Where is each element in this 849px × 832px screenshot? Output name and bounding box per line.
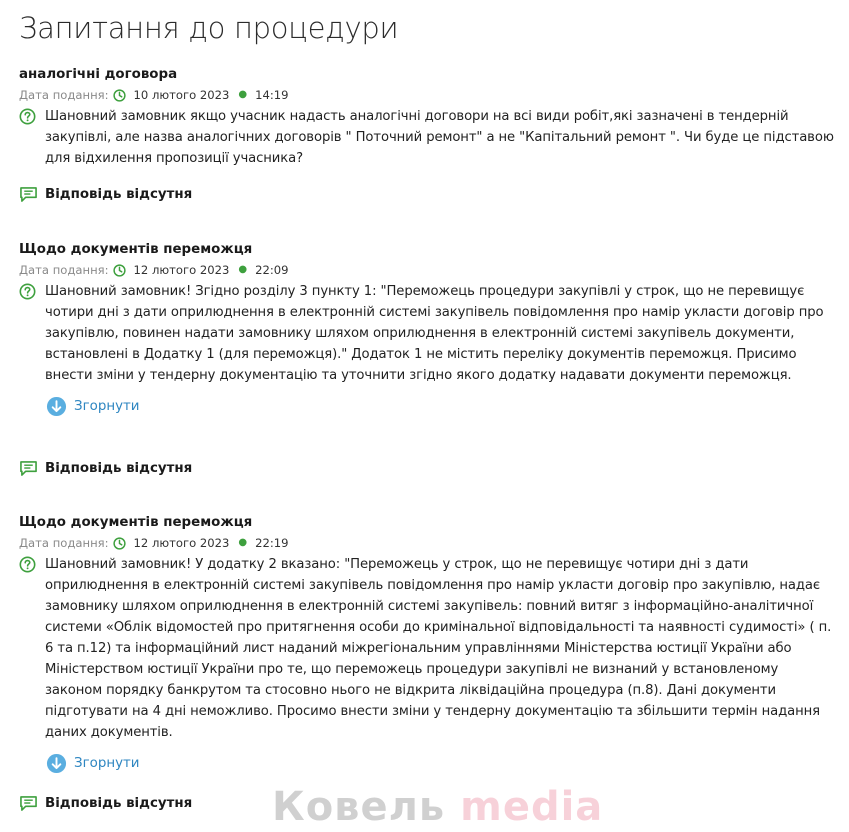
watermark-part-2: media (460, 784, 604, 830)
collapse-label: Згорнути (74, 399, 140, 414)
question-meta (19, 535, 839, 551)
separator-dot: ● (238, 89, 248, 100)
answer-status-label: Відповідь відсутня (45, 187, 193, 202)
question-item (19, 241, 839, 417)
question-text: Шановний замовник! Згідно розділу 3 пункту 1: "Переможець процедури закупівлі у строк, що не перевищує чотири дні з дати оприлюднення в електронній системі закупівель повідомлення про намір укласти договір про закупівлю, повинен надати замовнику шляхом оприлюднення в електронній системі закупівель документи, встановлені в Додатку 1 (для переможця)." Додаток 1 не містить переліку документів переможця. Присимо внести зміни у тендерну документацію та уточнити згідно якого додатку надавати документи переможця. (45, 284, 824, 383)
question-icon (19, 108, 36, 125)
clock-icon (113, 537, 126, 550)
submission-date-label: Дата подання: (19, 88, 109, 102)
question-icon (19, 283, 36, 300)
answer-status-label: Відповідь відсутня (45, 796, 193, 811)
separator-dot: ● (238, 537, 248, 548)
arrow-down-circle-icon (46, 753, 67, 774)
submission-date: 10 лютого 2023 (133, 88, 230, 102)
submission-date-label: Дата подання: (19, 263, 109, 277)
collapse-label: Згорнути (74, 756, 140, 771)
watermark-part-1: Ковель (272, 784, 446, 830)
clock-icon (113, 264, 126, 277)
collapse-button[interactable] (46, 753, 839, 774)
submission-time: 14:19 (255, 88, 289, 102)
separator-dot: ● (238, 264, 248, 275)
question-title: аналогічні договора (19, 67, 178, 82)
question-meta (19, 262, 839, 278)
question-text: Шановний замовник! У додатку 2 вказано: "Переможець у строк, що не перевищує чотири дні з дати оприлюднення в електронній системі закупівель повідомлення про намір укласти договір про закупівлю, надає замовнику шляхом оприлюднення в електронній системі закупівель: повний витяг з інформаційно-аналітичної системи «Облік відомостей про притягнення особи до кримінальної відповідальності та наявності судимості» ( п. 6 та п.12) та інформаційний лист наданий міжрегіональним управліннями Міністерства юстиції України або Міністерством юстиції України про те, що переможець процедури закупівлі не визнаний у встановленому законом порядку банкрутом та стосовно нього не відкрита ліквідаційна процедура (п.8). Дані документи підготувати на 4 дні неможливо. Просимо внести зміни у тендерну документацію та збільшити термін надання даних документів. (45, 557, 832, 740)
question-title: Щодо документів переможця (19, 242, 253, 257)
answer-status-label: Відповідь відсутня (45, 461, 193, 476)
watermark-logo (272, 784, 603, 830)
collapse-button[interactable] (46, 396, 839, 417)
question-title: Щодо документів переможця (19, 515, 253, 530)
question-text: Шановний замовник якщо учасник надасть аналогічні договори на всі види робіт,які зазначені в тендерній закупівлі, але назва аналогічних договорів " Поточний ремонт" а не "Капітальний ремонт ". Чи буде це підставою для відхилення пропозиції учасника? (45, 109, 834, 166)
question-body (19, 281, 839, 386)
question-body (19, 554, 839, 743)
chat-message-icon (19, 795, 38, 812)
submission-time: 22:19 (255, 536, 289, 550)
clock-icon (113, 89, 126, 102)
answer-status (19, 460, 192, 477)
chat-message-icon (19, 186, 38, 203)
answer-status (19, 795, 192, 812)
answer-status (19, 186, 192, 203)
submission-time: 22:09 (255, 263, 289, 277)
question-item (19, 66, 839, 169)
submission-date: 12 лютого 2023 (133, 536, 230, 550)
arrow-down-circle-icon (46, 396, 67, 417)
chat-message-icon (19, 460, 38, 477)
page-title: Запитання до процедури (19, 11, 399, 45)
submission-date-label: Дата подання: (19, 536, 109, 550)
question-icon (19, 556, 36, 573)
submission-date: 12 лютого 2023 (133, 263, 230, 277)
question-body (19, 106, 839, 169)
question-meta (19, 87, 839, 103)
question-item (19, 514, 839, 774)
